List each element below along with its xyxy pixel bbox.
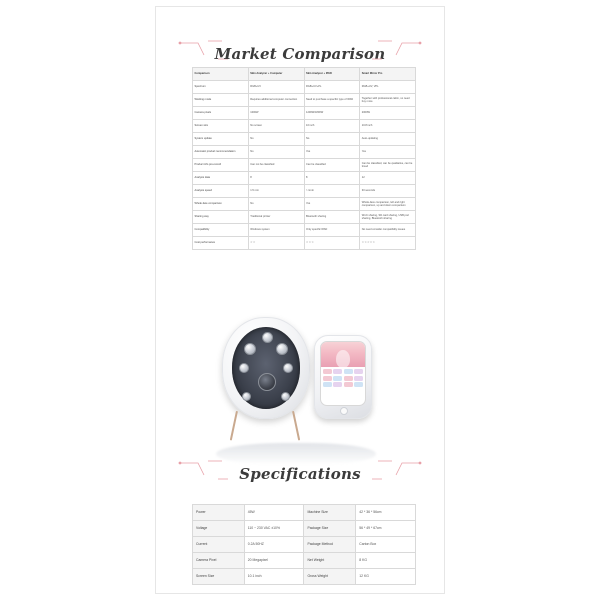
app-tile — [354, 369, 363, 374]
cell-value: Wi-Fi sharing, SD card sharing, USB port sharing, Bluetooth sharing — [360, 211, 416, 224]
spec-value: 56 * 49 * 67cm — [356, 521, 416, 537]
comparison-table-wrapper — [192, 67, 416, 250]
cell-label: Cost performance — [193, 237, 249, 250]
cell-value: No need consider compatibility issues — [360, 224, 416, 237]
cell-value: Auto-updating — [360, 133, 416, 146]
cell-value: No — [304, 133, 360, 146]
cell-value: No — [248, 133, 304, 146]
cell-value: Windows system — [248, 224, 304, 237]
specifications-table — [192, 504, 416, 585]
table-row — [193, 237, 416, 250]
spec-key: Current — [193, 537, 245, 553]
app-tile — [354, 376, 363, 381]
skin-analyzer-device — [222, 317, 310, 419]
product-image-area — [156, 307, 444, 457]
spec-key: Machine Size — [304, 505, 356, 521]
specifications-heading — [156, 457, 444, 491]
spec-value: 20 Megapixel — [244, 553, 304, 569]
app-tile — [354, 382, 363, 387]
table-row — [193, 81, 416, 94]
rating-stars: ☆☆ — [248, 237, 304, 250]
poster-content — [156, 7, 444, 593]
cell-value: RGB+UV+PL — [304, 81, 360, 94]
cell-value: 1.5 min — [248, 185, 304, 198]
cell-value: 10 inch — [304, 120, 360, 133]
lens-icon — [242, 392, 251, 401]
table-row — [193, 94, 416, 107]
market-comparison-heading — [156, 37, 444, 71]
table-row — [193, 159, 416, 172]
app-tile — [333, 376, 342, 381]
app-tile — [344, 382, 353, 387]
lens-icon — [262, 332, 273, 343]
cell-value: 2000W — [360, 107, 416, 120]
lens-icon — [281, 392, 290, 401]
cell-value: Only specific IPAD — [304, 224, 360, 237]
cell-value: Together with professional cabin, no need buy more — [360, 94, 416, 107]
spec-value: Carton Box — [356, 537, 416, 553]
cell-label: Screen size — [193, 120, 249, 133]
cell-value: 8 — [304, 172, 360, 185]
cell-value: No — [248, 146, 304, 159]
app-tile — [323, 376, 332, 381]
table-row — [193, 133, 416, 146]
screen-face-preview — [321, 342, 365, 367]
spec-value: 0.2A 50HZ — [244, 537, 304, 553]
cell-label: Sharing way — [193, 211, 249, 224]
cell-value: No — [248, 198, 304, 211]
col-header-analyzer-computer: Skin Analyzer + Computer — [248, 68, 304, 81]
spec-key: Screen Size — [193, 569, 245, 585]
analyzer-inner-chamber — [232, 327, 300, 409]
home-button — [340, 407, 348, 415]
tablet-screen — [320, 341, 366, 406]
cell-value: 8 — [248, 172, 304, 185]
lens-icon — [244, 343, 256, 355]
specifications-table-wrapper — [192, 504, 416, 585]
table-row — [193, 198, 416, 211]
page-title-comparison: Market Comparison — [214, 45, 386, 63]
table-row — [193, 521, 416, 537]
cell-value: Yes — [304, 146, 360, 159]
lens-icon — [239, 363, 249, 373]
cell-label: Working mode — [193, 94, 249, 107]
table-row — [193, 185, 416, 198]
cell-value: Yes — [360, 146, 416, 159]
app-tile — [344, 369, 353, 374]
cell-value: Traditional printer — [248, 211, 304, 224]
spec-value: 12 KG — [356, 569, 416, 585]
cell-value: 1000W — [248, 107, 304, 120]
app-tile — [323, 369, 332, 374]
cell-label: Analysis data — [193, 172, 249, 185]
table-row — [193, 120, 416, 133]
cell-value: Can be classified, can be qualitative, can be timed — [360, 159, 416, 172]
cell-value: Requires additional computer connection — [248, 94, 304, 107]
cell-value: Bluetooth sharing — [304, 211, 360, 224]
app-tile — [344, 376, 353, 381]
app-tile — [323, 382, 332, 387]
cell-value: Can be classified — [304, 159, 360, 172]
spec-value: 8 KG — [356, 553, 416, 569]
cell-value: 12 — [360, 172, 416, 185]
cell-value: > 1min — [304, 185, 360, 198]
spec-value: 10.1 inch — [244, 569, 304, 585]
table-row — [193, 224, 416, 237]
spec-key: Gross Weight — [304, 569, 356, 585]
heading-ornament-left-icon — [178, 457, 230, 487]
lens-icon — [283, 363, 293, 373]
rating-stars: ☆☆☆ — [304, 237, 360, 250]
table-row — [193, 146, 416, 159]
tablet-display-device — [314, 335, 372, 419]
cell-label: Spectrum — [193, 81, 249, 94]
spec-value: 45W — [244, 505, 304, 521]
cell-value: Yes — [304, 198, 360, 211]
table-row — [193, 537, 416, 553]
spec-key: Power — [193, 505, 245, 521]
comparison-table — [192, 67, 416, 250]
app-tile — [333, 369, 342, 374]
frame-rule-bottom — [155, 593, 445, 594]
cell-value: Need to purchase a specific type of IPAD — [304, 94, 360, 107]
heading-ornament-right-icon — [370, 457, 422, 487]
col-header-smart-mirror: Smart Mirror Pro — [360, 68, 416, 81]
cell-label: Automatic product recommendation — [193, 146, 249, 159]
spec-key: Package Method — [304, 537, 356, 553]
col-header-comparison: Comparison — [193, 68, 249, 81]
table-row — [193, 211, 416, 224]
cell-label: Compatibility — [193, 224, 249, 237]
table-row — [193, 569, 416, 585]
cell-label: System update — [193, 133, 249, 146]
cell-value: Whole-face comparison, left and right comparison, up and down comparison — [360, 198, 416, 211]
spec-key: Camera Pixel — [193, 553, 245, 569]
frame-rule-right — [444, 6, 445, 594]
app-tile — [333, 382, 342, 387]
cell-value: RGB+UV — [248, 81, 304, 94]
col-header-analyzer-ipad: Skin Analyzer + IPAD — [304, 68, 360, 81]
cell-label: Product info pre-record — [193, 159, 249, 172]
table-row — [193, 172, 416, 185]
cell-value: 1200W/1800W — [304, 107, 360, 120]
cell-value: Can not be classified — [248, 159, 304, 172]
page-title-specifications: Specifications — [239, 465, 361, 483]
table-header-row — [193, 68, 416, 81]
screen-app-grid — [321, 367, 365, 389]
cell-label: Whole-face comparison — [193, 198, 249, 211]
cell-label: Analysis speed — [193, 185, 249, 198]
spec-value: 110 ~ 230 VAC ±10% — [244, 521, 304, 537]
lens-icon — [276, 343, 288, 355]
cell-label: Camera pixels — [193, 107, 249, 120]
cell-value: RGB+UV, VPL — [360, 81, 416, 94]
table-row — [193, 505, 416, 521]
cell-value: 30 seconds — [360, 185, 416, 198]
rating-stars: ☆☆☆☆☆ — [360, 237, 416, 250]
cell-value: 10.8 inch — [360, 120, 416, 133]
spec-value: 42 * 36 * 56cm — [356, 505, 416, 521]
spec-key: Package Size — [304, 521, 356, 537]
device-stand — [228, 411, 302, 441]
table-row — [193, 107, 416, 120]
spec-key: Net Weight — [304, 553, 356, 569]
spec-key: Voltage — [193, 521, 245, 537]
table-row — [193, 553, 416, 569]
cell-value: No screen — [248, 120, 304, 133]
main-camera-lens-icon — [258, 373, 276, 391]
